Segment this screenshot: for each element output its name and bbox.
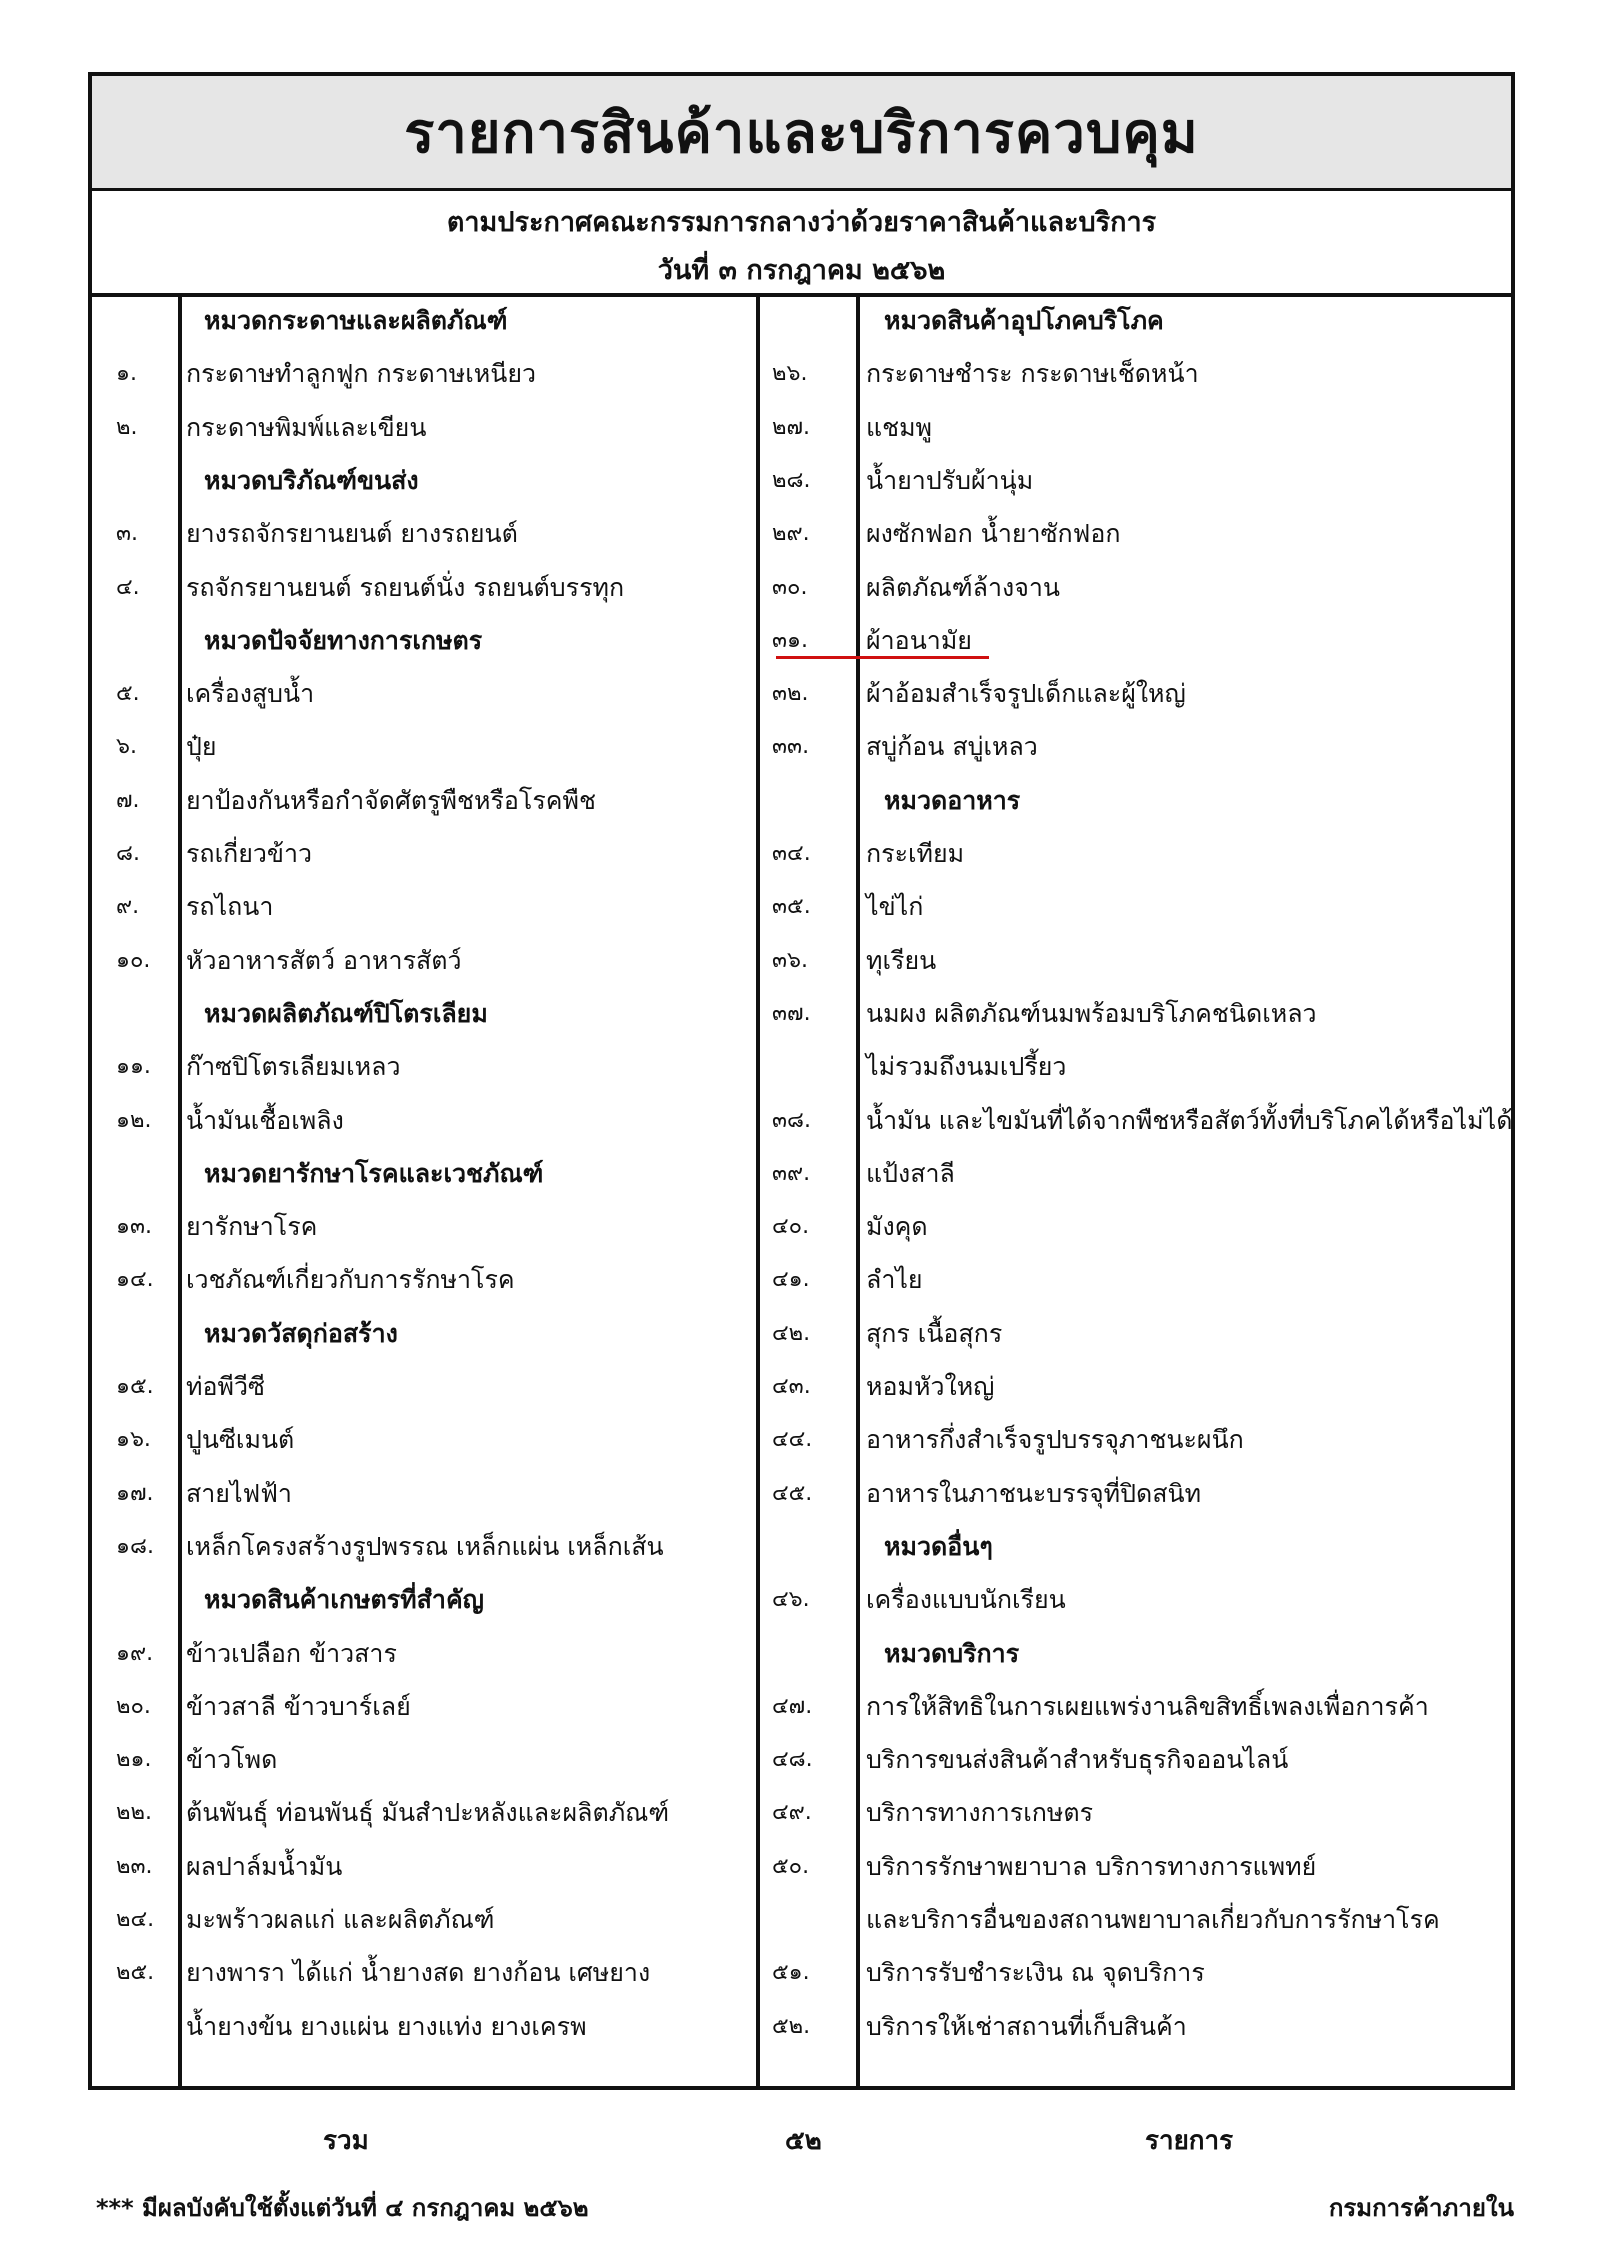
item-number: ๓๓. [772, 734, 810, 760]
highlight-underline [776, 656, 989, 659]
subtitle-line2: วันที่ ๓ กรกฎาคม ๒๕๖๒ [657, 255, 946, 286]
category-label: หมวดอื่นๆ [884, 1531, 993, 1561]
item-number: ๒. [116, 414, 138, 440]
item-number: ๓๐. [772, 574, 808, 600]
item-number: ๕๐. [772, 1853, 810, 1879]
item-number: ๓๔. [772, 841, 811, 866]
subtitle-line1: ตามประกาศคณะกรรมการกลางว่าด้วยราคาสินค้าและบริการ [446, 207, 1157, 238]
page-title: รายการสินค้าและบริการควบคุม [404, 100, 1199, 166]
item-number: ๑๔. [116, 1267, 154, 1293]
item-number: ๓๙. [772, 1160, 811, 1186]
item-label: ยาป้องกันหรือกำจัดศัตรูพืชหรือโรคพืช [186, 785, 596, 815]
item-number: ๒๒. [116, 1800, 152, 1826]
item-label: รถจักรยานยนต์ รถยนต์นั่ง รถยนต์บรรทุก [186, 572, 625, 602]
item-label: บริการขนส่งสินค้าสำหรับธุรกิจออนไลน์ [866, 1745, 1289, 1775]
item-label: อาหารในภาชนะบรรจุที่ปิดสนิท [866, 1478, 1202, 1508]
item-label: ยางพารา ได้แก่ น้ำยางสด ยางก้อน เศษยาง [186, 1958, 651, 1988]
item-label: ต้นพันธุ์ ท่อนพันธุ์ มันสำปะหลังและผลิตภัณฑ์ [186, 1798, 670, 1828]
item-number: ๕. [116, 681, 140, 707]
item-number: ๓๒. [772, 681, 809, 707]
item-number: ๓๕. [772, 894, 811, 920]
item-label: น้ำมันเชื้อเพลิง [186, 1105, 344, 1135]
item-label: สายไฟฟ้า [186, 1478, 292, 1508]
item-label: การให้สิทธิในการเผยแพร่งานลิขสิทธิ์เพลงเพื่อการค้า [866, 1691, 1429, 1721]
title-band [92, 76, 1511, 191]
item-label: และบริการอื่นของสถานพยาบาลเกี่ยวกับการรักษาโรค [866, 1905, 1440, 1934]
item-label: สุกร เนื้อสุกร [866, 1318, 1003, 1348]
item-number: ๔๓. [772, 1374, 811, 1399]
item-label: เวชภัณฑ์เกี่ยวกับการรักษาโรค [186, 1265, 515, 1295]
item-number: ๓๑. [772, 627, 808, 653]
category-label: หมวดบริการ [884, 1638, 1020, 1668]
item-label: ข้าวโพด [186, 1745, 278, 1775]
total-label: รวม [323, 2126, 369, 2156]
item-number: ๑๑. [116, 1054, 151, 1080]
item-label: บริการทางการเกษตร [866, 1798, 1094, 1828]
item-label: ผ้าอนามัย [866, 625, 972, 655]
item-label: ยารักษาโรค [186, 1212, 318, 1242]
item-label: แป้งสาลี [866, 1158, 955, 1188]
item-label: หอมหัวใหญ่ [866, 1372, 995, 1401]
category-label: หมวดยารักษาโรคและเวชภัณฑ์ [204, 1158, 544, 1188]
item-label: ไข่ไก่ [866, 892, 924, 922]
item-number: ๔. [116, 574, 140, 600]
footer-department: กรมการค้าภายใน [1328, 2194, 1514, 2222]
item-number: ๔๑. [772, 1267, 810, 1293]
item-number: ๒๙. [772, 521, 810, 547]
category-label: หมวดอาหาร [884, 785, 1021, 815]
item-number: ๑๐. [116, 947, 151, 973]
item-number: ๔๙. [772, 1800, 812, 1826]
item-label: รถเกี่ยวข้าว [186, 839, 313, 868]
item-label: เหล็กโครงสร้างรูปพรรณ เหล็กแผ่น เหล็กเส้น [186, 1531, 664, 1561]
item-label: บริการรับชำระเงิน ณ จุดบริการ [866, 1958, 1205, 1988]
item-number: ๔๔. [772, 1427, 813, 1453]
item-number: ๑๘. [116, 1533, 154, 1559]
frame-bottom-edge [88, 2086, 1515, 2090]
item-number: ๒๕. [116, 1960, 155, 1986]
total-unit: รายการ [1145, 2126, 1234, 2156]
item-label: ปูนซีเมนต์ [186, 1425, 295, 1455]
category-label: หมวดบริภัณฑ์ขนส่ง [204, 465, 419, 495]
item-label: กระเทียม [866, 839, 965, 868]
item-number: ๒๑. [116, 1747, 152, 1773]
item-number: ๓๖. [772, 947, 808, 973]
item-label: กระดาษทำลูกฟูก กระดาษเหนียว [186, 359, 537, 389]
divider-left-number-column [178, 295, 182, 2090]
divider-right-number-column [856, 295, 860, 2090]
item-label: น้ำยาปรับผ้านุ่ม [866, 465, 1034, 495]
item-label: แชมพู [866, 412, 933, 442]
category-label: หมวดวัสดุก่อสร้าง [204, 1318, 398, 1348]
item-number: ๙. [116, 894, 140, 920]
item-label: ลำไย [866, 1265, 923, 1295]
item-label: ไม่รวมถึงนมเปรี้ยว [866, 1052, 1067, 1082]
item-label: ผ้าอ้อมสำเร็จรูปเด็กและผู้ใหญ่ [866, 679, 1186, 709]
item-number: ๔๒. [772, 1320, 811, 1346]
item-label: ผลปาล์มน้ำมัน [186, 1851, 343, 1881]
item-number: ๕๒. [772, 2013, 811, 2039]
item-number: ๔๕. [772, 1480, 813, 1506]
item-number: ๔๖. [772, 1587, 810, 1613]
item-label: บริการรักษาพยาบาล บริการทางการแพทย์ [866, 1851, 1317, 1881]
item-number: ๗. [116, 787, 140, 813]
item-number: ๒๓. [116, 1853, 153, 1879]
item-number: ๑๖. [116, 1427, 151, 1453]
item-label: อาหารกึ่งสำเร็จรูปบรรจุภาชนะผนึก [866, 1425, 1244, 1455]
item-number: ๑. [116, 361, 137, 387]
item-number: ๒๔. [116, 1907, 155, 1932]
item-label: บริการให้เช่าสถานที่เก็บสินค้า [866, 2011, 1187, 2041]
item-label: ก๊าซปิโตรเลียมเหลว [186, 1052, 401, 1082]
item-label: ยางรถจักรยานยนต์ ยางรถยนต์ [186, 519, 518, 549]
item-number: ๑๒. [116, 1107, 152, 1133]
item-number: ๔๗. [772, 1693, 813, 1719]
item-label: รถไถนา [186, 892, 274, 922]
item-number: ๑๓. [116, 1214, 152, 1240]
item-number: ๓. [116, 521, 139, 547]
item-number: ๕๑. [772, 1960, 810, 1986]
subtitle-band [92, 188, 1511, 297]
total-count: ๕๒ [785, 2126, 822, 2156]
item-label: สบู่ก้อน สบู่เหลว [866, 732, 1038, 762]
item-label: ท่อพีวีซี [186, 1372, 265, 1401]
item-number: ๔๘. [772, 1747, 813, 1773]
item-number: ๑๗. [116, 1480, 154, 1506]
category-label: หมวดปัจจัยทางการเกษตร [204, 625, 483, 655]
item-label: หัวอาหารสัตว์ อาหารสัตว์ [186, 945, 462, 975]
item-label: มังคุด [866, 1212, 928, 1242]
category-label: หมวดกระดาษและผลิตภัณฑ์ [204, 306, 508, 335]
category-label: หมวดสินค้าเกษตรที่สำคัญ [204, 1585, 484, 1615]
item-number: ๒๗. [772, 414, 811, 440]
item-label: มะพร้าวผลแก่ และผลิตภัณฑ์ [186, 1905, 495, 1934]
category-label: หมวดผลิตภัณฑ์ปิโตรเลียม [204, 998, 488, 1028]
item-number: ๒๘. [772, 467, 811, 493]
item-label: ข้าวสาลี ข้าวบาร์เลย์ [186, 1691, 411, 1721]
item-label: ปุ๋ย [186, 732, 217, 762]
item-label: ผงซักฟอก น้ำยาซักฟอก [866, 519, 1121, 549]
document-frame [88, 72, 1515, 2090]
item-number: ๒๐. [116, 1693, 151, 1719]
item-label: กระดาษพิมพ์และเขียน [186, 412, 427, 442]
item-label: ข้าวเปลือก ข้าวสาร [186, 1638, 397, 1668]
item-number: ๔๐. [772, 1214, 810, 1240]
item-number: ๓๗. [772, 1000, 811, 1026]
item-number: ๓๘. [772, 1107, 812, 1133]
item-label: เครื่องสูบน้ำ [186, 679, 315, 709]
divider-center [756, 295, 760, 2090]
category-label: หมวดสินค้าอุปโภคบริโภค [884, 306, 1164, 335]
item-label: น้ำมัน และไขมันที่ได้จากพืชหรือสัตว์ทั้งที่บริโภคได้หรือไม่ได้ [866, 1105, 1513, 1135]
item-label: น้ำยางข้น ยางแผ่น ยางแท่ง ยางเครพ [186, 2011, 587, 2041]
item-number: ๖. [116, 734, 137, 760]
item-label: ผลิตภัณฑ์ล้างจาน [866, 572, 1060, 602]
item-number: ๒๖. [772, 361, 808, 387]
item-number: ๑๙. [116, 1640, 154, 1666]
item-number: ๘. [116, 841, 140, 866]
item-label: นมผง ผลิตภัณฑ์นมพร้อมบริโภคชนิดเหลว [866, 998, 1317, 1028]
item-label: กระดาษชำระ กระดาษเช็ดหน้า [866, 359, 1199, 389]
item-number: ๑๕. [116, 1374, 154, 1399]
item-label: ทุเรียน [866, 945, 937, 975]
footer-effective-date: *** มีผลบังคับใช้ตั้งแต่วันที่ ๔ กรกฎาคม ๒๕๖๒ [96, 2194, 589, 2222]
item-label: เครื่องแบบนักเรียน [866, 1585, 1066, 1615]
